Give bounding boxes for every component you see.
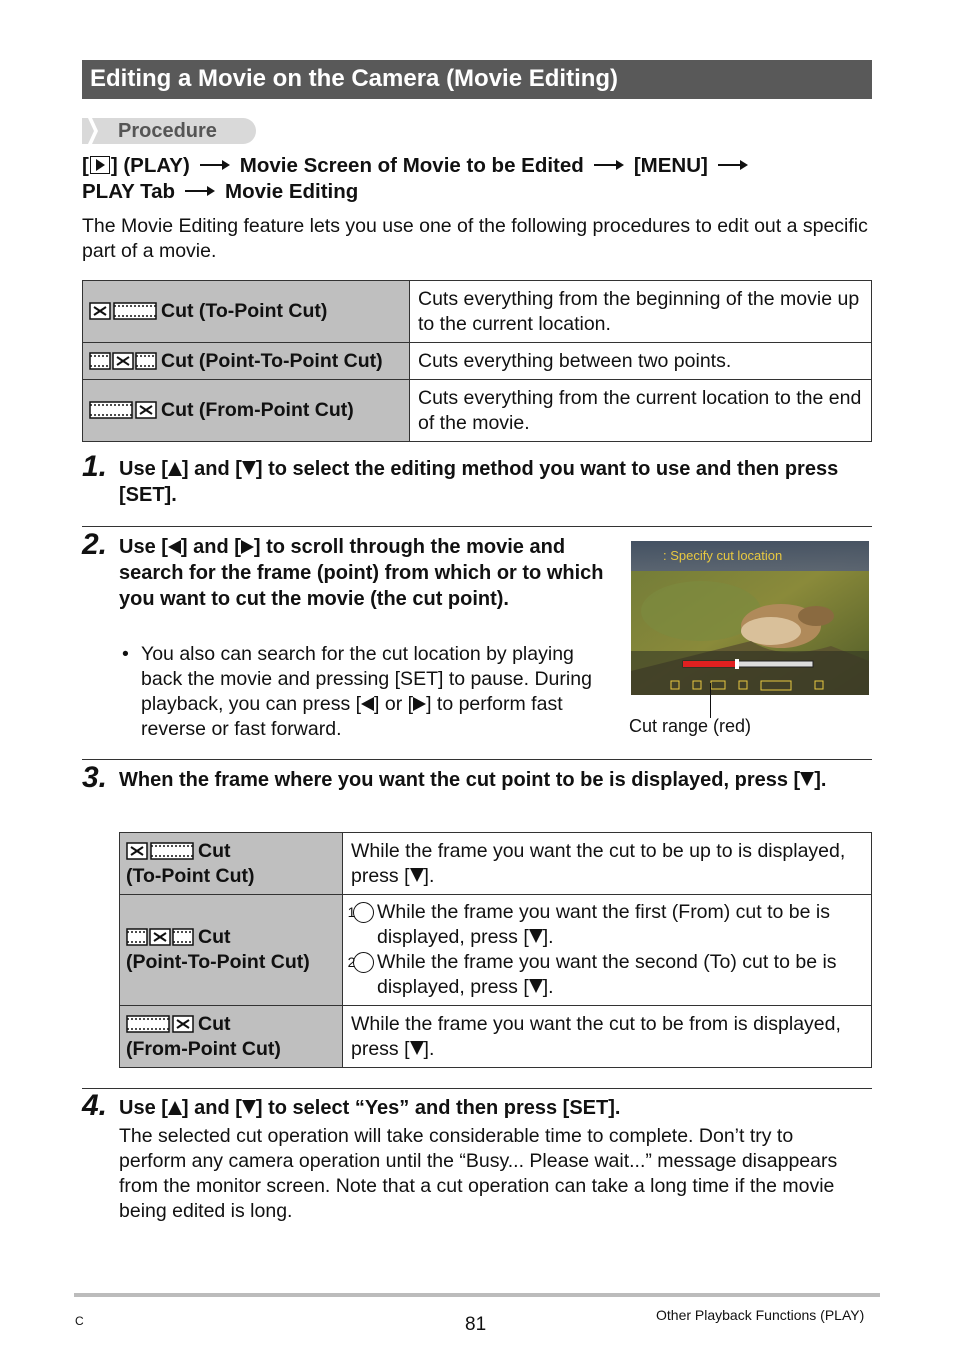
procedure-tag <box>82 118 256 144</box>
cut-label: (To-Point Cut) <box>126 864 255 887</box>
cut-label-cell: Cut (Point-To-Point Cut) <box>120 895 343 1006</box>
mode-label: Cut (To-Point Cut) <box>161 300 328 322</box>
step-4-text: Use [ ] and [ ] to select “Yes” and then press [SET]. <box>119 1097 621 1119</box>
step-1-text: Use [ ] and [ ] to select the editing method you want to use and then press [SET]. <box>119 458 839 506</box>
mode-desc: Cuts everything between two points. <box>410 343 872 380</box>
step-3-text: When the frame where you want the cut point to be is displayed, press [ ]. <box>119 769 827 791</box>
table-row <box>120 1006 872 1068</box>
cut-options-table <box>119 832 872 1068</box>
film-point-to-point-icon <box>89 352 157 370</box>
play-mode-icon <box>90 156 110 174</box>
step-number: 4. <box>82 1089 108 1122</box>
edit-modes-table <box>82 280 872 442</box>
table-row <box>120 895 872 1006</box>
up-arrow-icon <box>168 462 182 476</box>
down-arrow-icon <box>529 929 543 943</box>
nav-bracket: [ <box>82 154 89 177</box>
cut-label-cell: Cut (From-Point Cut) <box>120 1006 343 1068</box>
down-arrow-icon <box>242 1100 256 1114</box>
nav-play-tab: PLAY Tab <box>82 180 176 203</box>
cut-desc: While the frame you want the cut to be from is displayed, press [ ]. <box>343 1006 872 1068</box>
right-arrow-icon <box>413 697 426 711</box>
down-arrow-icon <box>800 772 814 786</box>
nav-movie-screen: Movie Screen of Movie to be Edited <box>239 154 584 177</box>
step-2-bullet: You also can search for the cut location by playing back the movie and pressing [SET] to pause. During playback, you can press [ ] or [ ] to perform fast reverse or fast forward. <box>141 643 592 740</box>
cut-label-cell: Cut (To-Point Cut) <box>120 833 343 895</box>
cut-label: (From-Point Cut) <box>126 1037 281 1060</box>
caption-leader-line <box>710 683 711 718</box>
page-number: 81 <box>465 1314 487 1335</box>
film-point-to-point-icon <box>126 928 194 946</box>
left-arrow-icon <box>168 540 181 554</box>
film-from-point-icon <box>126 1015 194 1033</box>
divider <box>82 1088 872 1089</box>
down-arrow-icon <box>242 461 256 475</box>
footer-rule <box>74 1293 880 1297</box>
arrow-right-icon <box>594 160 624 170</box>
section-title-bar <box>82 60 872 99</box>
circled-number: 1 <box>353 902 374 923</box>
mode-label: Cut (Point-To-Point Cut) <box>161 349 383 372</box>
intro-text: The Movie Editing feature lets you use one of the following procedures to edit out a specific part of a movie. <box>82 215 868 262</box>
mode-label-cell <box>83 343 410 380</box>
down-arrow-icon <box>529 979 543 993</box>
cut-label: (Point-To-Point Cut) <box>126 951 310 973</box>
mode-label: Cut (From-Point Cut) <box>161 399 354 421</box>
divider <box>82 759 872 760</box>
table-row <box>83 281 872 343</box>
page-title: Editing a Movie on the Camera (Movie Editing) <box>90 65 619 92</box>
step-number: 1. <box>82 450 108 483</box>
step-number: 3. <box>82 761 108 794</box>
up-arrow-icon <box>168 1101 182 1115</box>
footer-left: C <box>75 1314 84 1328</box>
overlay-prompt: : Specify cut location <box>663 548 783 563</box>
film-from-point-icon <box>89 401 157 419</box>
footer-section: Other Playback Functions (PLAY) <box>656 1307 865 1323</box>
bullet-dot: • <box>122 643 129 665</box>
navigation-path <box>82 153 872 205</box>
arrow-right-icon <box>718 160 748 170</box>
arrow-right-icon <box>200 160 230 170</box>
movie-frame-illustration <box>631 541 869 695</box>
cut-desc: While the frame you want the cut to be up to is displayed, press [ ]. <box>343 833 872 895</box>
circled-number: 2 <box>353 952 374 973</box>
mode-label-cell <box>83 281 410 343</box>
image-caption: Cut range (red) <box>629 716 752 736</box>
cut-desc: 1 While the frame you want the first (From) cut to be is displayed, press [ ]. 2 While the frame you want the second (To) cut to be is displayed, press [ ]. <box>343 895 872 1006</box>
divider <box>82 526 872 527</box>
table-row <box>83 343 872 380</box>
nav-movie-editing: Movie Editing <box>225 180 359 203</box>
table-row <box>83 380 872 442</box>
step-number: 2. <box>82 528 108 561</box>
film-to-point-icon <box>126 842 194 860</box>
table-row <box>120 833 872 895</box>
film-to-point-icon <box>89 302 157 320</box>
down-arrow-icon <box>410 868 424 882</box>
mode-label-cell <box>83 380 410 442</box>
down-arrow-icon <box>410 1041 424 1055</box>
camera-screen-image <box>631 541 869 695</box>
mode-desc: Cuts everything from the beginning of the movie up to the current location. <box>410 281 872 343</box>
nav-play: ] (PLAY) <box>110 154 190 177</box>
nav-menu: [MENU] <box>633 154 708 177</box>
step-2-text: Use [ ] and [ ] to scroll through the movie and search for the frame (point) from which or to which you want to cut the movie (the cut point). <box>119 536 604 610</box>
procedure-label: Procedure <box>118 120 217 142</box>
right-arrow-icon <box>241 540 254 554</box>
mode-desc: Cuts everything from the current location to the end of the movie. <box>410 380 872 442</box>
step-4-body: The selected cut operation will take considerable time to complete. Don’t try to perform any camera operation until the “Busy... Please wait...” message disappears from the monitor screen. Note that a cut operation can take a long time if the movie being edited is long. <box>119 1125 838 1222</box>
chevron-right-icon <box>88 118 98 144</box>
left-arrow-icon <box>361 697 374 711</box>
arrow-right-icon <box>185 186 215 196</box>
